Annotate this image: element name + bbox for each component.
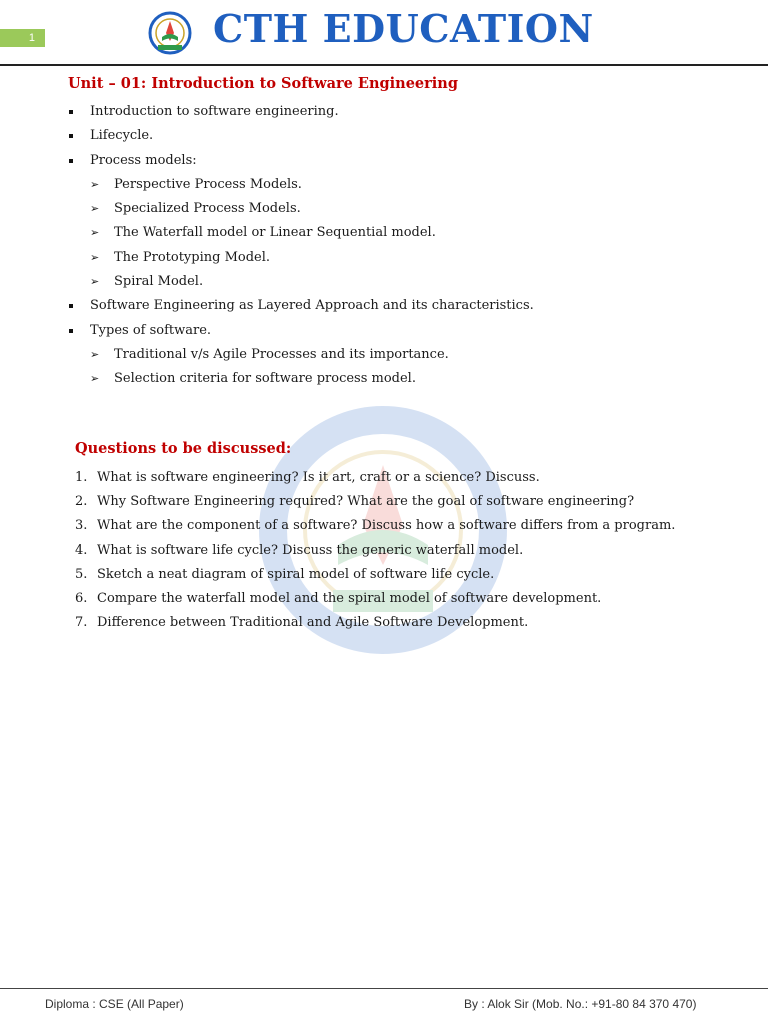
footer-course: Diploma : CSE (All Paper) [45,997,184,1011]
questions-title: Questions to be discussed: [75,440,292,457]
topic-item: Process models: [68,149,534,173]
question-item: 6. Compare the waterfall model and the spiral model of software development. [75,591,602,607]
subtopic-item: ➢ Spiral Model. [68,270,534,294]
subtopic-item: ➢ The Waterfall model or Linear Sequential model. [68,221,534,245]
unit-title: Unit – 01: Introduction to Software Engineering [68,75,458,92]
topic-item: Lifecycle. [68,124,534,148]
topic-item: Introduction to software engineering. [68,100,534,124]
arrow-bullet-icon: ➢ [90,347,100,361]
arrow-bullet-icon: ➢ [90,372,100,386]
question-item: 3. What are the component of a software? Discuss how a software differs from a program. [75,518,676,534]
header-divider [0,64,768,66]
cth-logo-icon [146,11,194,55]
subtopic-item: ➢ Selection criteria for software process model. [68,367,534,391]
brand-title: CTH EDUCATION [213,6,594,51]
question-item: 1. What is software engineering? Is it art, craft or a science? Discuss. [75,470,540,485]
arrow-bullet-icon: ➢ [90,226,100,240]
footer-author: By : Alok Sir (Mob. No.: +91-80 84 370 470) [464,997,697,1011]
question-item: 2. Why Software Engineering required? What are the goal of software engineering? [75,494,635,510]
arrow-bullet-icon: ➢ [90,275,100,289]
question-item: 4. What is software life cycle? Discuss the generic waterfall model. [75,542,524,558]
subtopic-item: ➢ The Prototyping Model. [68,246,534,270]
page-number-badge: 1 [0,29,45,47]
footer-divider [0,988,768,989]
topic-item: Software Engineering as Layered Approach and its characteristics. [68,294,534,318]
topic-list [68,100,534,392]
arrow-bullet-icon: ➢ [90,202,100,216]
question-item: 7. Difference between Traditional and Agile Software Development. [75,615,529,631]
subtopic-item: ➢ Specialized Process Models. [68,197,534,221]
subtopic-item: ➢ Perspective Process Models. [68,173,534,197]
topic-item: Types of software. [68,319,534,343]
arrow-bullet-icon: ➢ [90,250,100,264]
subtopic-item: ➢ Traditional v/s Agile Processes and its importance. [68,343,534,367]
question-item: 5. Sketch a neat diagram of spiral model of software life cycle. [75,566,495,582]
question-list [75,466,675,635]
arrow-bullet-icon: ➢ [90,177,100,191]
